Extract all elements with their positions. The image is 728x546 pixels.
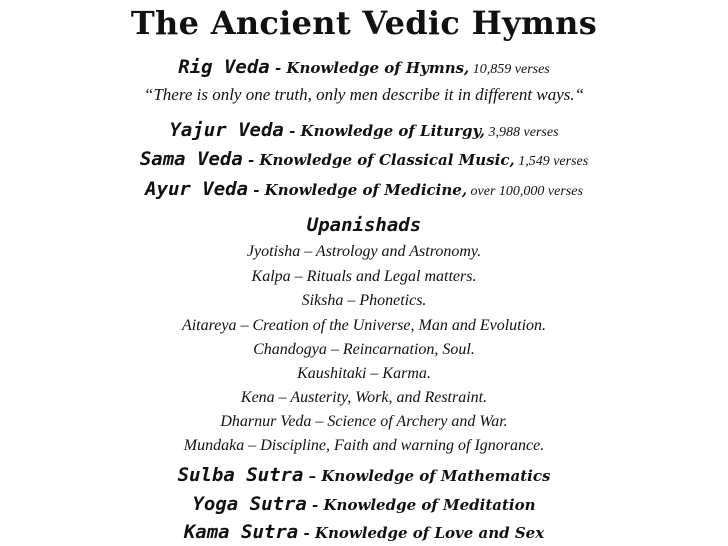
sutra-line-sulba [0, 464, 728, 486]
veda-name: Yajur Veda [169, 119, 284, 141]
page-title: The Ancient Vedic Hymns [130, 4, 598, 42]
sutra-description: - Knowledge of Meditation [306, 496, 536, 514]
sutra-description: – Knowledge of Mathematics [303, 467, 551, 485]
sutra-description: - Knowledge of Love and Sex [298, 524, 545, 542]
upanishads-heading: Upanishads [306, 214, 422, 236]
sutra-name: Yoga Sutra [192, 493, 307, 515]
upanishad-item: Jyotisha – Astrology and Astronomy. [246, 243, 482, 260]
veda-verses: 1,549 verses [514, 154, 589, 169]
upanishad-item: Chandogya – Reincarnation, Soul. [253, 341, 475, 358]
upanishad-item: Aitareya – Creation of the Universe, Man and Evolution. [181, 317, 547, 334]
quote: “There is only one truth, only men describe it in different ways.“ [143, 85, 585, 104]
sutra-name: Kama Sutra [183, 521, 299, 543]
veda-line-rig [0, 56, 728, 78]
veda-verses: 10,859 verses [469, 62, 550, 77]
veda-description: - Knowledge of Classical Music, [242, 151, 515, 169]
veda-line-sama [0, 148, 728, 170]
veda-line-yajur [0, 119, 728, 141]
veda-line-ayur [0, 178, 728, 200]
veda-description: - Knowledge of Medicine, [248, 181, 468, 199]
veda-description: - Knowledge of Hymns, [269, 59, 470, 77]
veda-name: Rig Veda [178, 56, 270, 78]
upanishad-item: Kalpa – Rituals and Legal matters. [251, 268, 477, 285]
veda-description: - Knowledge of Liturgy, [283, 122, 486, 140]
sutra-line-kama [0, 521, 728, 543]
veda-verses: over 100,000 verses [467, 184, 583, 199]
sutra-line-yoga [0, 493, 728, 515]
upanishad-item: Kena – Austerity, Work, and Restraint. [240, 389, 488, 406]
upanishad-item: Siksha – Phonetics. [301, 292, 427, 309]
upanishad-item: Kaushitaki – Karma. [297, 365, 431, 382]
veda-verses: 3,988 verses [485, 125, 559, 140]
veda-name: Sama Veda [139, 148, 243, 170]
veda-name: Ayur Veda [145, 178, 249, 200]
upanishad-item: Dharnur Veda – Science of Archery and War. [220, 413, 508, 430]
sutra-name: Sulba Sutra [177, 464, 304, 486]
upanishad-item: Mundaka – Discipline, Faith and warning of Ignorance. [183, 437, 545, 454]
